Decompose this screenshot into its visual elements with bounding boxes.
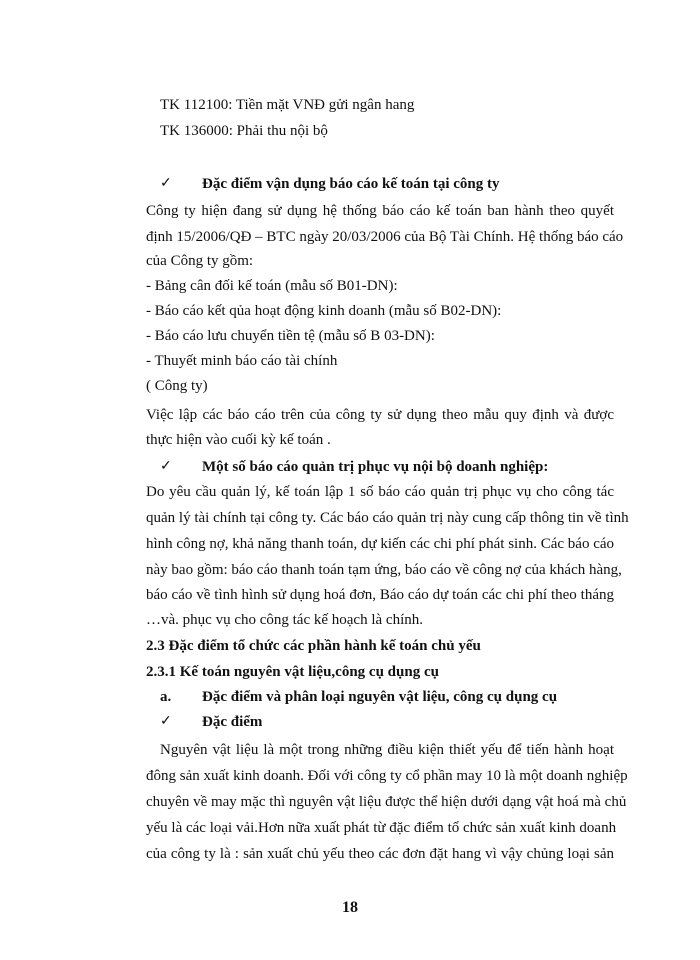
list-item: - Thuyết minh báo cáo tài chính — [146, 353, 338, 369]
paragraph-line: đông sản xuất kinh doanh. Đối với công ty cổ phần may 10 là một doanh nghiệp — [146, 768, 628, 784]
list-item: ( Công ty) — [146, 378, 208, 394]
paragraph-line: của Công ty gồm: — [146, 253, 254, 269]
account-line: TK 112100: Tiền mặt VNĐ gửi ngân hang — [160, 97, 415, 113]
paragraph-line: báo cáo về tình hình sử dụng hoá đơn, Báo cáo dự toán các chi phí theo tháng — [146, 587, 614, 603]
heading-a-marker: a. — [160, 689, 172, 705]
paragraph-line: này bao gồm: báo cáo thanh toán tạm ứng, báo cáo về công nợ của khách hàng, — [146, 562, 622, 578]
heading-2-3: 2.3 Đặc điểm tổ chức các phần hành kế toán chủ yếu — [146, 638, 481, 654]
paragraph-line: thực hiện vào cuối kỳ kế toán . — [146, 432, 331, 448]
paragraph-line: …và. phục vụ cho công tác kế hoạch là chính. — [146, 612, 423, 628]
paragraph-line: Nguyên vật liệu là một trong những điều kiện thiết yếu để tiến hành hoạt — [160, 742, 614, 758]
paragraph-line: Do yêu cầu quản lý, kế toán lập 1 số báo cáo quản trị phục vụ cho công tác — [146, 484, 614, 500]
account-line: TK 136000: Phải thu nội bộ — [160, 123, 328, 139]
section-heading: Một số báo cáo quản trị phục vụ nội bộ doanh nghiệp: — [202, 459, 549, 475]
section-heading: Đặc điểm — [202, 714, 263, 730]
checkmark-icon: ✓ — [160, 176, 172, 191]
page-number: 18 — [342, 899, 358, 916]
paragraph-line: yếu là các loại vải.Hơn nữa xuất phát từ đặc điểm tổ chức sản xuất kinh doanh — [146, 820, 617, 836]
paragraph-line: định 15/2006/QĐ – BTC ngày 20/03/2006 của Bộ Tài Chính. Hệ thống báo cáo — [146, 229, 624, 245]
paragraph-line: Việc lập các báo cáo trên của công ty sử dụng theo mẫu quy định và được — [146, 407, 614, 423]
heading-a: Đặc điểm và phân loại nguyên vật liệu, công cụ dụng cụ — [202, 689, 558, 705]
paragraph-line: quản lý tài chính tại công ty. Các báo cáo quản trị này cung cấp thông tin về tình — [146, 510, 629, 526]
checkmark-icon: ✓ — [160, 459, 172, 474]
paragraph-line: của công ty là : sản xuất chủ yếu theo các đơn đặt hang vì vậy chủng loại sản — [146, 846, 614, 862]
list-item: - Báo cáo kết qủa hoạt động kinh doanh (mẫu số B02-DN): — [146, 303, 502, 319]
list-item: - Bảng cân đối kế toán (mẫu số B01-DN): — [146, 278, 398, 294]
heading-2-3-1: 2.3.1 Kế toán nguyên vật liệu,công cụ dụng cụ — [146, 664, 439, 680]
paragraph-line: hình công nợ, khả năng thanh toán, dự kiến các chi phí phát sinh. Các báo cáo — [146, 536, 615, 552]
section-heading: Đặc điểm vận dụng báo cáo kế toán tại công ty — [202, 176, 500, 192]
checkmark-icon: ✓ — [160, 714, 172, 729]
list-item: - Báo cáo lưu chuyển tiền tệ (mẫu số B 03-DN): — [146, 328, 435, 344]
paragraph-line: Công ty hiện đang sử dụng hệ thống báo cáo kế toán ban hành theo quyết — [146, 203, 614, 219]
paragraph-line: chuyên về may mặc thì nguyên vật liệu được thể hiện dưới dạng vật hoá mà chủ — [146, 794, 627, 810]
